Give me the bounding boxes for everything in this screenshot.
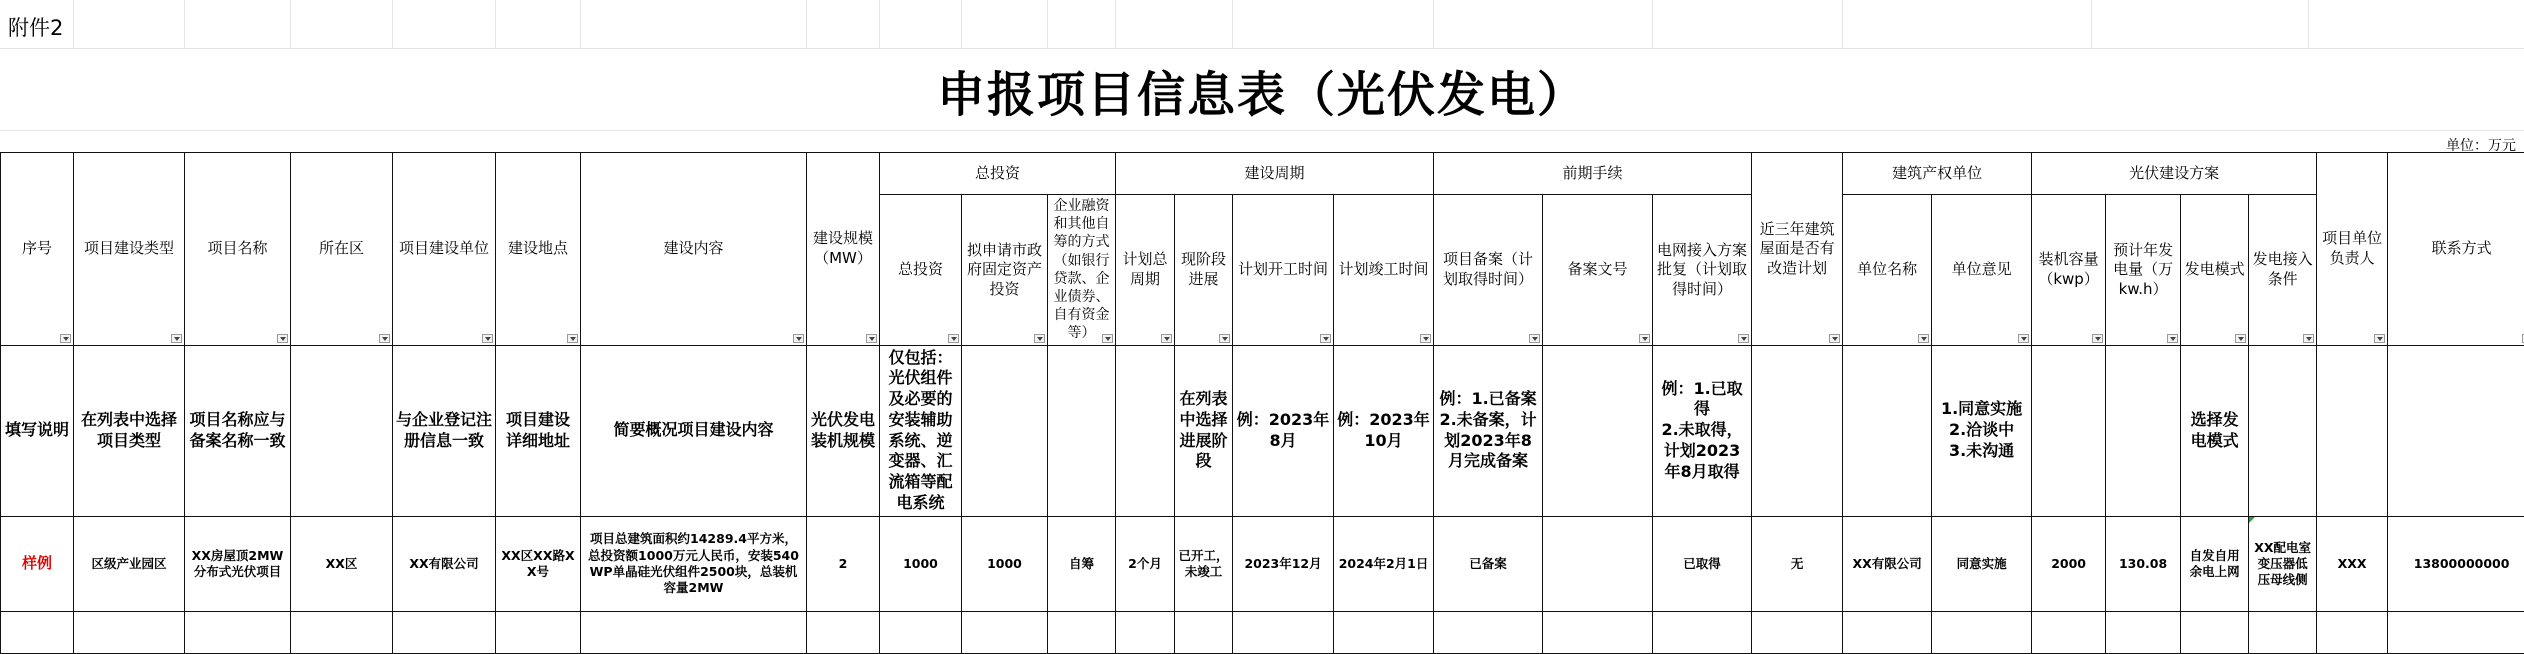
grid-line bbox=[879, 0, 880, 48]
example-name[interactable]: XX房屋顶2MW分布式光伏项目 bbox=[185, 516, 291, 611]
example-gen-mode[interactable]: 自发自用余电上网 bbox=[2181, 516, 2249, 611]
filter-dropdown-icon[interactable] bbox=[793, 334, 804, 343]
grid-line bbox=[290, 0, 291, 48]
filter-dropdown-icon[interactable] bbox=[866, 334, 877, 343]
note-type[interactable]: 在列表中选择项目类型 bbox=[74, 345, 185, 516]
empty-cell[interactable] bbox=[1932, 611, 2032, 653]
grid-line bbox=[392, 0, 393, 48]
filter-dropdown-icon[interactable] bbox=[2374, 334, 2385, 343]
grid-line bbox=[1652, 0, 1653, 48]
note-total-inv[interactable]: 仅包括：光伏组件及必要的安装辅助系统、逆变器、汇流箱等配电系统 bbox=[880, 345, 962, 516]
grid-line bbox=[184, 0, 185, 48]
empty-cell[interactable] bbox=[1175, 611, 1233, 653]
example-other-fund[interactable]: 自筹 bbox=[1048, 516, 1116, 611]
note-grid-approval[interactable]: 例：1.已取得 2.未取得，计划2023年8月取得 bbox=[1653, 345, 1752, 516]
filter-dropdown-icon[interactable] bbox=[2235, 334, 2246, 343]
example-type[interactable]: 区级产业园区 bbox=[74, 516, 185, 611]
col-header-contact[interactable]: 联系方式 bbox=[2388, 153, 2524, 346]
grid-line bbox=[1047, 0, 1048, 48]
note-progress[interactable]: 在列表中选择进展阶段 bbox=[1175, 345, 1233, 516]
note-gen-mode[interactable]: 选择发电模式 bbox=[2181, 345, 2249, 516]
note-gov-fund[interactable] bbox=[962, 345, 1048, 516]
note-record-no[interactable] bbox=[1543, 345, 1653, 516]
grid-line bbox=[0, 48, 2524, 49]
empty-cell[interactable] bbox=[1116, 611, 1175, 653]
example-period-total[interactable]: 2个月 bbox=[1116, 516, 1175, 611]
grid-line bbox=[961, 0, 962, 48]
example-gov-fund[interactable]: 1000 bbox=[962, 516, 1048, 611]
empty-cell[interactable] bbox=[2106, 611, 2181, 653]
grid-line bbox=[495, 0, 496, 48]
example-roof-plan[interactable]: 无 bbox=[1752, 516, 1843, 611]
filter-dropdown-icon[interactable] bbox=[1161, 334, 1172, 343]
empty-cell[interactable] bbox=[1843, 611, 1932, 653]
empty-cell[interactable] bbox=[962, 611, 1048, 653]
example-person[interactable]: XXX bbox=[2317, 516, 2388, 611]
empty-cell[interactable] bbox=[1653, 611, 1752, 653]
filter-dropdown-icon[interactable] bbox=[2303, 334, 2314, 343]
example-location[interactable]: XX区XX路XX号 bbox=[496, 516, 581, 611]
project-info-table bbox=[0, 152, 2524, 654]
grid-line bbox=[580, 0, 581, 48]
empty-cell[interactable] bbox=[74, 611, 185, 653]
filter-dropdown-icon[interactable] bbox=[1420, 334, 1431, 343]
col-header-capacity[interactable]: 装机容量（kwp） bbox=[2032, 195, 2106, 346]
grid-line bbox=[1433, 0, 1434, 48]
filter-dropdown-icon[interactable] bbox=[1320, 334, 1331, 343]
filter-dropdown-icon[interactable] bbox=[60, 334, 71, 343]
grid-line bbox=[1842, 0, 1843, 48]
example-annual-gen[interactable]: 130.08 bbox=[2106, 516, 2181, 611]
filter-dropdown-icon[interactable] bbox=[1639, 334, 1650, 343]
filter-dropdown-icon[interactable] bbox=[1829, 334, 1840, 343]
grid-line bbox=[1115, 0, 1116, 48]
example-grid-approval[interactable]: 已取得 bbox=[1653, 516, 1752, 611]
group-header-building-owner: 建筑产权单位 bbox=[1843, 153, 2032, 195]
col-header-record-no[interactable]: 备案文号 bbox=[1543, 195, 1653, 346]
col-header-district[interactable]: 所在区 bbox=[291, 153, 393, 346]
note-scale[interactable]: 光伏发电装机规模 bbox=[807, 345, 880, 516]
filter-dropdown-icon[interactable] bbox=[1529, 334, 1540, 343]
group-header-construction-period: 建设周期 bbox=[1116, 153, 1434, 195]
col-header-grid-cond[interactable]: 发电接入条件 bbox=[2249, 195, 2317, 346]
col-header-owner-name[interactable]: 单位名称 bbox=[1843, 195, 1932, 346]
example-scale[interactable]: 2 bbox=[807, 516, 880, 611]
filter-dropdown-icon[interactable] bbox=[2018, 334, 2029, 343]
grid-line bbox=[2091, 0, 2092, 48]
empty-cell[interactable] bbox=[185, 611, 291, 653]
filter-dropdown-icon[interactable] bbox=[277, 334, 288, 343]
filter-dropdown-icon[interactable] bbox=[948, 334, 959, 343]
note-start-time[interactable]: 例：2023年8月 bbox=[1233, 345, 1334, 516]
note-owner-name[interactable] bbox=[1843, 345, 1932, 516]
empty-cell[interactable] bbox=[2181, 611, 2249, 653]
example-total-inv[interactable]: 1000 bbox=[880, 516, 962, 611]
filter-dropdown-icon[interactable] bbox=[482, 334, 493, 343]
example-unit[interactable]: XX有限公司 bbox=[393, 516, 496, 611]
note-name[interactable]: 项目名称应与备案名称一致 bbox=[185, 345, 291, 516]
grid-line bbox=[806, 0, 807, 48]
col-header-gov-fund[interactable]: 拟申请市政府固定资产投资 bbox=[962, 195, 1048, 346]
col-header-record[interactable]: 项目备案（计划取得时间） bbox=[1434, 195, 1543, 346]
grid-line bbox=[0, 130, 2524, 131]
col-header-owner-opinion[interactable]: 单位意见 bbox=[1932, 195, 2032, 346]
empty-cell[interactable] bbox=[2388, 611, 2524, 653]
note-roof-plan[interactable] bbox=[1752, 345, 1843, 516]
col-header-gen-mode[interactable]: 发电模式 bbox=[2181, 195, 2249, 346]
col-header-scale[interactable]: 建设规模（MW） bbox=[807, 153, 880, 346]
empty-cell[interactable] bbox=[2317, 611, 2388, 653]
page-title: 申报项目信息表（光伏发电） bbox=[0, 60, 2524, 120]
col-header-unit[interactable]: 项目建设单位 bbox=[393, 153, 496, 346]
empty-cell[interactable] bbox=[1, 611, 74, 653]
example-label[interactable]: 样例 bbox=[1, 516, 74, 611]
note-grid-cond[interactable] bbox=[2249, 345, 2317, 516]
filter-dropdown-icon[interactable] bbox=[567, 334, 578, 343]
filter-dropdown-icon[interactable] bbox=[1102, 334, 1113, 343]
empty-cell[interactable] bbox=[393, 611, 496, 653]
note-label[interactable]: 填写说明 bbox=[1, 345, 74, 516]
example-owner-opinion[interactable]: 同意实施 bbox=[1932, 516, 2032, 611]
note-finish-time[interactable]: 例：2023年10月 bbox=[1334, 345, 1434, 516]
group-header-total-investment: 总投资 bbox=[880, 153, 1116, 195]
example-contact[interactable]: 13800000000 bbox=[2388, 516, 2524, 611]
note-unit[interactable]: 与企业登记注册信息一致 bbox=[393, 345, 496, 516]
filter-dropdown-icon[interactable] bbox=[2167, 334, 2178, 343]
col-header-other-fund[interactable]: 企业融资和其他自筹的方式（如银行贷款、企业债券、自有资金等） bbox=[1048, 195, 1116, 346]
example-record-no[interactable] bbox=[1543, 516, 1653, 611]
example-row bbox=[1, 516, 2524, 611]
example-district[interactable]: XX区 bbox=[291, 516, 393, 611]
filter-dropdown-icon[interactable] bbox=[1738, 334, 1749, 343]
filter-dropdown-icon[interactable] bbox=[1918, 334, 1929, 343]
empty-cell[interactable] bbox=[2032, 611, 2106, 653]
col-header-finish-time[interactable]: 计划竣工时间 bbox=[1334, 195, 1434, 346]
col-header-person[interactable]: 项目单位负责人 bbox=[2317, 153, 2388, 346]
filter-dropdown-icon[interactable] bbox=[1034, 334, 1045, 343]
filter-dropdown-icon[interactable] bbox=[2092, 334, 2103, 343]
group-header-pre-procedures: 前期手续 bbox=[1434, 153, 1752, 195]
note-record[interactable]: 例：1.已备案 2.未备案，计划2023年8月完成备案 bbox=[1434, 345, 1543, 516]
note-row bbox=[1, 345, 2524, 516]
col-header-seq[interactable]: 序号 bbox=[1, 153, 74, 346]
note-period-total[interactable] bbox=[1116, 345, 1175, 516]
empty-cell[interactable] bbox=[1543, 611, 1653, 653]
col-header-content[interactable]: 建设内容 bbox=[581, 153, 807, 346]
note-location[interactable]: 项目建设详细地址 bbox=[496, 345, 581, 516]
group-header-pv-plan: 光伏建设方案 bbox=[2032, 153, 2317, 195]
note-owner-opinion[interactable]: 1.同意实施 2.洽谈中 3.未沟通 bbox=[1932, 345, 2032, 516]
note-content[interactable]: 简要概况项目建设内容 bbox=[581, 345, 807, 516]
example-finish-time[interactable]: 2024年2月1日 bbox=[1334, 516, 1434, 611]
col-header-grid-approval[interactable]: 电网接入方案批复（计划取得时间） bbox=[1653, 195, 1752, 346]
empty-cell[interactable] bbox=[1334, 611, 1434, 653]
example-grid-cond[interactable] bbox=[2249, 516, 2317, 611]
note-annual-gen[interactable] bbox=[2106, 345, 2181, 516]
example-content[interactable]: 项目总建筑面积约14289.4平方米，总投资额1000万元人民币，安装540WP单晶硅光伏组件2500块，总装机容量2MW bbox=[581, 516, 807, 611]
empty-cell[interactable] bbox=[581, 611, 807, 653]
empty-cell[interactable] bbox=[1752, 611, 1843, 653]
grid-line bbox=[2308, 0, 2309, 48]
empty-row bbox=[1, 611, 2524, 653]
col-header-start-time[interactable]: 计划开工时间 bbox=[1233, 195, 1334, 346]
col-header-location[interactable]: 建设地点 bbox=[496, 153, 581, 346]
grid-line bbox=[73, 0, 74, 48]
empty-cell[interactable] bbox=[1048, 611, 1116, 653]
example-grid-cond-text: XX配电室变压器低压母线侧 bbox=[2254, 540, 2311, 588]
grid-line bbox=[1232, 0, 1233, 48]
filter-dropdown-icon[interactable] bbox=[1219, 334, 1230, 343]
col-header-annual-gen[interactable]: 预计年发电量（万kw.h） bbox=[2106, 195, 2181, 346]
empty-cell[interactable] bbox=[807, 611, 880, 653]
filter-dropdown-icon[interactable] bbox=[171, 334, 182, 343]
example-capacity[interactable]: 2000 bbox=[2032, 516, 2106, 611]
empty-cell[interactable] bbox=[1233, 611, 1334, 653]
note-contact[interactable] bbox=[2388, 345, 2524, 516]
empty-cell[interactable] bbox=[291, 611, 393, 653]
col-header-total-inv[interactable]: 总投资 bbox=[880, 195, 962, 346]
empty-cell[interactable] bbox=[2249, 611, 2317, 653]
col-header-progress[interactable]: 现阶段进展 bbox=[1175, 195, 1233, 346]
example-start-time[interactable]: 2023年12月 bbox=[1233, 516, 1334, 611]
filter-dropdown-icon[interactable] bbox=[379, 334, 390, 343]
cell-comment-marker bbox=[2249, 517, 2255, 523]
example-owner-name[interactable]: XX有限公司 bbox=[1843, 516, 1932, 611]
col-header-name[interactable]: 项目名称 bbox=[185, 153, 291, 346]
note-person[interactable] bbox=[2317, 345, 2388, 516]
empty-cell[interactable] bbox=[1434, 611, 1543, 653]
note-other-fund[interactable] bbox=[1048, 345, 1116, 516]
empty-cell[interactable] bbox=[496, 611, 581, 653]
unit-label: 单位：万元 bbox=[2446, 135, 2516, 155]
annex-label: 附件2 bbox=[8, 12, 63, 42]
example-progress[interactable]: 已开工，未竣工 bbox=[1175, 516, 1233, 611]
example-record[interactable]: 已备案 bbox=[1434, 516, 1543, 611]
col-header-period-total[interactable]: 计划总周期 bbox=[1116, 195, 1175, 346]
empty-cell[interactable] bbox=[880, 611, 962, 653]
note-capacity[interactable] bbox=[2032, 345, 2106, 516]
col-header-roof-plan[interactable]: 近三年建筑屋面是否有改造计划 bbox=[1752, 153, 1843, 346]
note-district[interactable] bbox=[291, 345, 393, 516]
col-header-type[interactable]: 项目建设类型 bbox=[74, 153, 185, 346]
